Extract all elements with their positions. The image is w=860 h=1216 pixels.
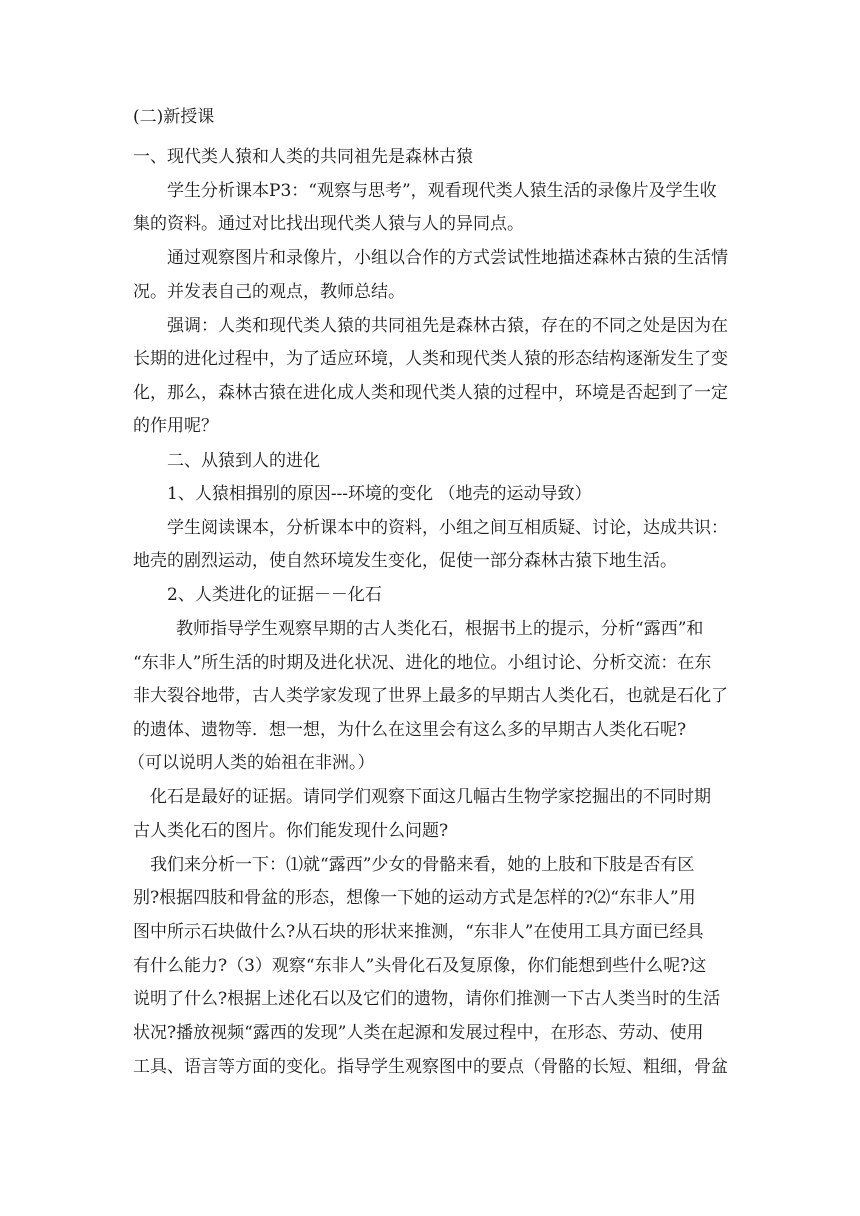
paragraph-line: 学生阅读课本，分析课本中的资料，小组之间互相质疑、讨论，达成共识：	[167, 518, 728, 538]
paragraph-line: “东非人”所生活的时期及进化状况、进化的地位。小组讨论、分析交流：在东	[133, 653, 712, 673]
paragraph-line: 的作用呢？	[133, 416, 218, 436]
paragraph-line: 的遗体、遗物等．想一想，为什么在这里会有这么多的早期古人类化石呢?	[133, 720, 687, 740]
paragraph-line: 通过观察图片和录像片，小组以合作的方式尝试性地描述森林古猿的生活情	[167, 248, 728, 268]
paragraph-line: 强调：人类和现代类人猿的共同祖先是森林古猿，存在的不同之处是因为在	[167, 316, 728, 336]
paragraph-line: 工具、语言等方面的变化。指导学生观察图中的要点（骨骼的长短、粗细，骨盆	[133, 1057, 728, 1077]
paragraph-line: 图中所示石块做什么?从石块的形状来推测，“东非人”在使用工具方面已经具	[133, 922, 704, 942]
paragraph-line: 别?根据四肢和骨盆的形态，想像一下她的运动方式是怎样的?⑵“东非人”用	[133, 888, 696, 908]
subsection-heading: 一、现代类人猿和人类的共同祖先是森林古猿	[133, 147, 473, 167]
paragraph-line: 非大裂谷地带，古人类学家发现了世界上最多的早期古人类化石，也就是石化了	[133, 686, 728, 706]
paragraph-line: 有什么能力?（3）观察“东非人”头骨化石及复原像，你们能想到些什么呢?这	[133, 956, 707, 976]
paragraph-line: 长期的进化过程中，为了适应环境，人类和现代类人猿的形态结构逐渐发生了变	[133, 349, 728, 369]
paragraph-line: 化，那么，森林古猿在进化成人类和现代类人猿的过程中，环境是否起到了一定	[133, 383, 728, 403]
paragraph-line: 说明了什么?根据上述化石以及它们的遗物，请你们推测一下古人类当时的生活	[133, 989, 721, 1009]
paragraph-line: 化石是最好的证据。请同学们观察下面这几幅古生物学家挖掘出的不同时期	[150, 787, 711, 807]
paragraph-line: 况。并发表自己的观点，教师总结。	[133, 282, 405, 302]
section-heading: (二)新授课	[133, 107, 215, 127]
paragraph-line: 地壳的剧烈运动，使自然环境发生变化，促使一部分森林古猿下地生活。	[133, 551, 677, 571]
list-item-heading: 2、人类进化的证据－－化石	[167, 585, 382, 605]
paragraph-line: 我们来分析一下：⑴就“露西”少女的骨骼来看，她的上肢和下肢是否有区	[150, 855, 695, 875]
paragraph-line: （可以说明人类的始祖在非洲。）	[128, 753, 375, 773]
paragraph-line: 学生分析课本P3：“观察与思考”，观看现代类人猿生活的录像片及学生收	[167, 181, 717, 201]
list-item-heading: 1、人猿相揖别的原因---环境的变化 （地壳的运动导致）	[167, 484, 592, 504]
paragraph-line: 古人类化石的图片。你们能发现什么问题?	[133, 821, 449, 841]
paragraph-line: 集的资料。通过对比找出现代类人猿与人的异同点。	[133, 214, 524, 234]
paragraph-line: 状况?播放视频“露西的发现”人类在起源和发展过程中，在形态、劳动、使用	[133, 1023, 704, 1043]
subsection-heading: 二、从猿到人的进化	[167, 451, 320, 471]
paragraph-line: 教师指导学生观察早期的古人类化石，根据书上的提示，分析“露西”和	[176, 619, 704, 639]
